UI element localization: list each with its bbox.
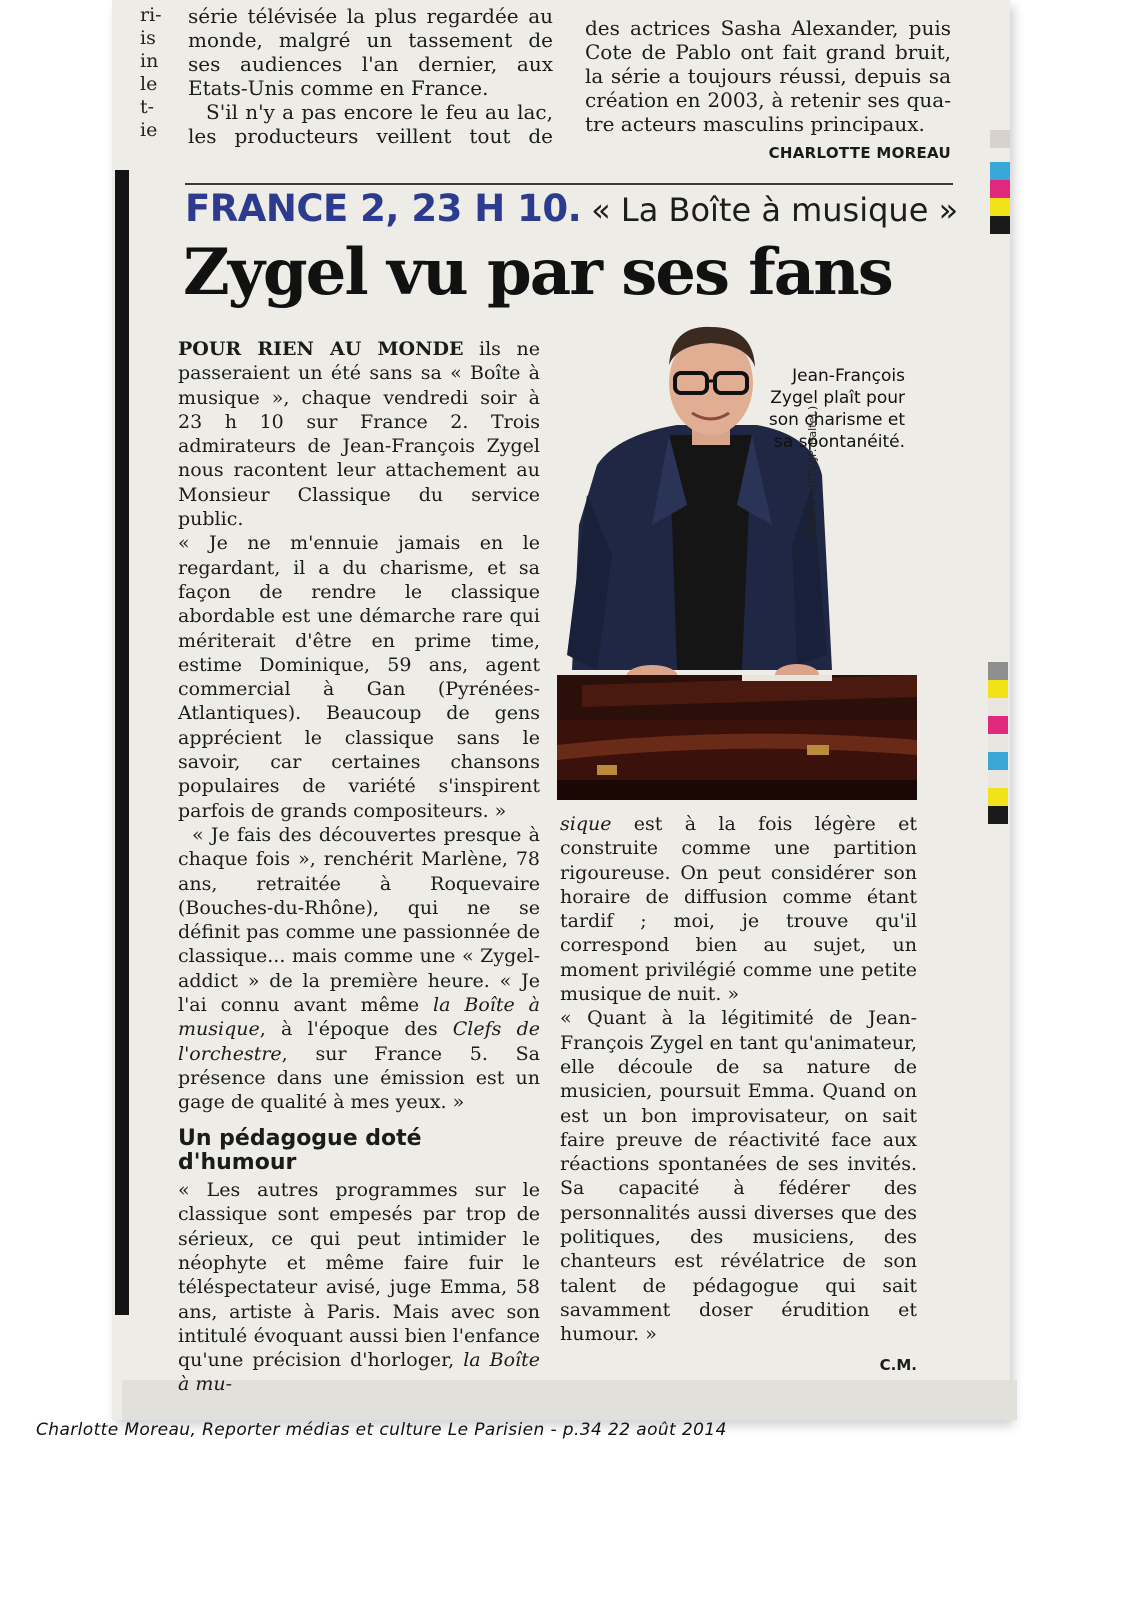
text-line: ses audiences l'an dernier, aux — [188, 52, 553, 76]
photo-caption: Jean-François Zygel plaît pour son charisme et sa spontanéité. — [768, 366, 905, 452]
text-line: monde, malgré un tassement de — [188, 28, 553, 52]
article-paragraph: « Quant à la légitimité de Jean-François Zygel en tant qu'animateur, elle découle de sa nature de musicien, poursuit Emma. Quand on est un bon improvisateur, on sait faire preuve de réactivité face aux réactions spontanées de ses invités. Sa capacité à fédérer des personnalités aussi diverses que des politiques, des musiciens, des chanteurs est révélatrice de son talent de pédagogue qui sait savamment doser érudition et humour. » — [560, 1007, 917, 1346]
text-line: des actrices Sasha Alexander, puis — [585, 16, 951, 40]
swatch-magenta — [990, 180, 1010, 198]
article-column-left — [178, 337, 540, 1397]
swatch-yellow — [988, 788, 1008, 806]
swatch-yellow — [990, 198, 1010, 216]
text-line: création en 2003, à retenir ses qua- — [585, 88, 951, 112]
column-divider-bar — [115, 170, 129, 1315]
text-line: S'il n'y a pas encore le feu au lac, — [206, 100, 553, 124]
kicker-show-title: « La Boîte à musique » — [591, 191, 959, 229]
article-paragraph: « Je fais des découvertes presque à chaque fois », renchérit Marlène, 78 ans, retraitée à Roquevaire (Bouches-du-Rhône), qui ne se définit pas comme une passionnée de classique... mais comme une « Zygel-addict » de la première heure. « Je l'ai connu avant même la Boîte à musique, à l'époque des Clefs de l'orchestre, sur France 5. Sa présence dans une émission est un gage de qualité à mes yeux. » — [178, 823, 540, 1114]
previous-article-left-column — [188, 4, 553, 148]
article-subheading: Un pédagogue doté d'humour — [178, 1125, 422, 1175]
swatch — [990, 130, 1010, 148]
text-line: tre acteurs masculins principaux. — [585, 112, 925, 136]
article-column-right — [560, 812, 917, 1377]
text-line: Cote de Pablo ont fait grand bruit, — [585, 40, 951, 64]
article-headline: Zygel vu par ses fans — [183, 235, 892, 310]
swatch-magenta — [988, 716, 1008, 734]
swatch-cyan — [990, 162, 1010, 180]
swatch-cyan — [988, 752, 1008, 770]
swatch — [990, 148, 1010, 162]
swatch — [988, 734, 1008, 752]
article-kicker — [185, 187, 959, 230]
article-paragraph: « Je ne m'ennuie jamais en le regardant, il a du charisme, et sa façon de rendre le classique abordable est une démarche rare qui mériterait d'être en prime time, estime Dominique, 59 ans, agent commercial à Gan (Pyrénées-Atlantiques). Beaucoup de gens apprécient le classique sans le savoir, car certaines chansons populaires de variété s'inspirent parfois de grands compositeurs. » — [178, 532, 540, 822]
text-line: la série a toujours réussi, depuis sa — [585, 64, 951, 88]
previous-article-byline: CHARLOTTE MOREAU — [768, 144, 951, 162]
article-paragraph: POUR RIEN AU MONDE ils ne passeraient un été sans sa « Boîte à musique », chaque vendredi soir à 23 h 10 sur France 2. Trois admirateurs de Jean-François Zygel nous racontent leur attachement au Monsieur Classique du service public. — [178, 338, 540, 531]
swatch-yellow — [988, 680, 1008, 698]
print-color-bar-bottom — [988, 662, 1008, 824]
previous-article-right-column — [585, 16, 951, 136]
text-line: Etats-Unis comme en France. — [188, 76, 489, 100]
article-paragraph: « Les autres programmes sur le classique sont empesés par trop de sérieux, ce qui peut intimider le néophyte et même faire fuir le téléspectateur avisé, juge Emma, 58 ans, artiste à Paris. Mais avec son intitulé évoquant aussi bien l'enfance qu'une précision d'horloger, la Boîte à mu- — [178, 1179, 540, 1396]
kicker-channel-time: FRANCE 2, 23 H 10. — [185, 187, 582, 230]
photo-credit: (TéléParis/FTV/JP. Baltel.) — [806, 405, 819, 540]
swatch-black — [988, 806, 1008, 824]
text-line: les producteurs veillent tout de — [188, 124, 553, 148]
text-line: série télévisée la plus regardée au — [188, 4, 553, 28]
section-rule — [185, 183, 953, 185]
swatch — [988, 698, 1008, 716]
print-color-bar-top — [990, 130, 1010, 234]
source-footer: Charlotte Moreau, Reporter médias et culture Le Parisien - p.34 22 août 2014 — [36, 1420, 727, 1440]
article-signoff: C.M. — [879, 1355, 917, 1374]
swatch — [988, 770, 1008, 788]
previous-column-fragments: ri- is in le t- ie — [140, 4, 162, 141]
lead-in: POUR RIEN AU MONDE — [178, 338, 464, 360]
article-paragraph: sique est à la fois légère et construite comme une partition rigoureuse. On peut considérer son horaire de diffusion comme étant tardif ; moi, je trouve qu'il correspond bien au sujet, un moment privilégié comme une petite musique de nuit. » — [560, 813, 917, 1006]
swatch-black — [990, 216, 1010, 234]
swatch — [988, 662, 1008, 680]
